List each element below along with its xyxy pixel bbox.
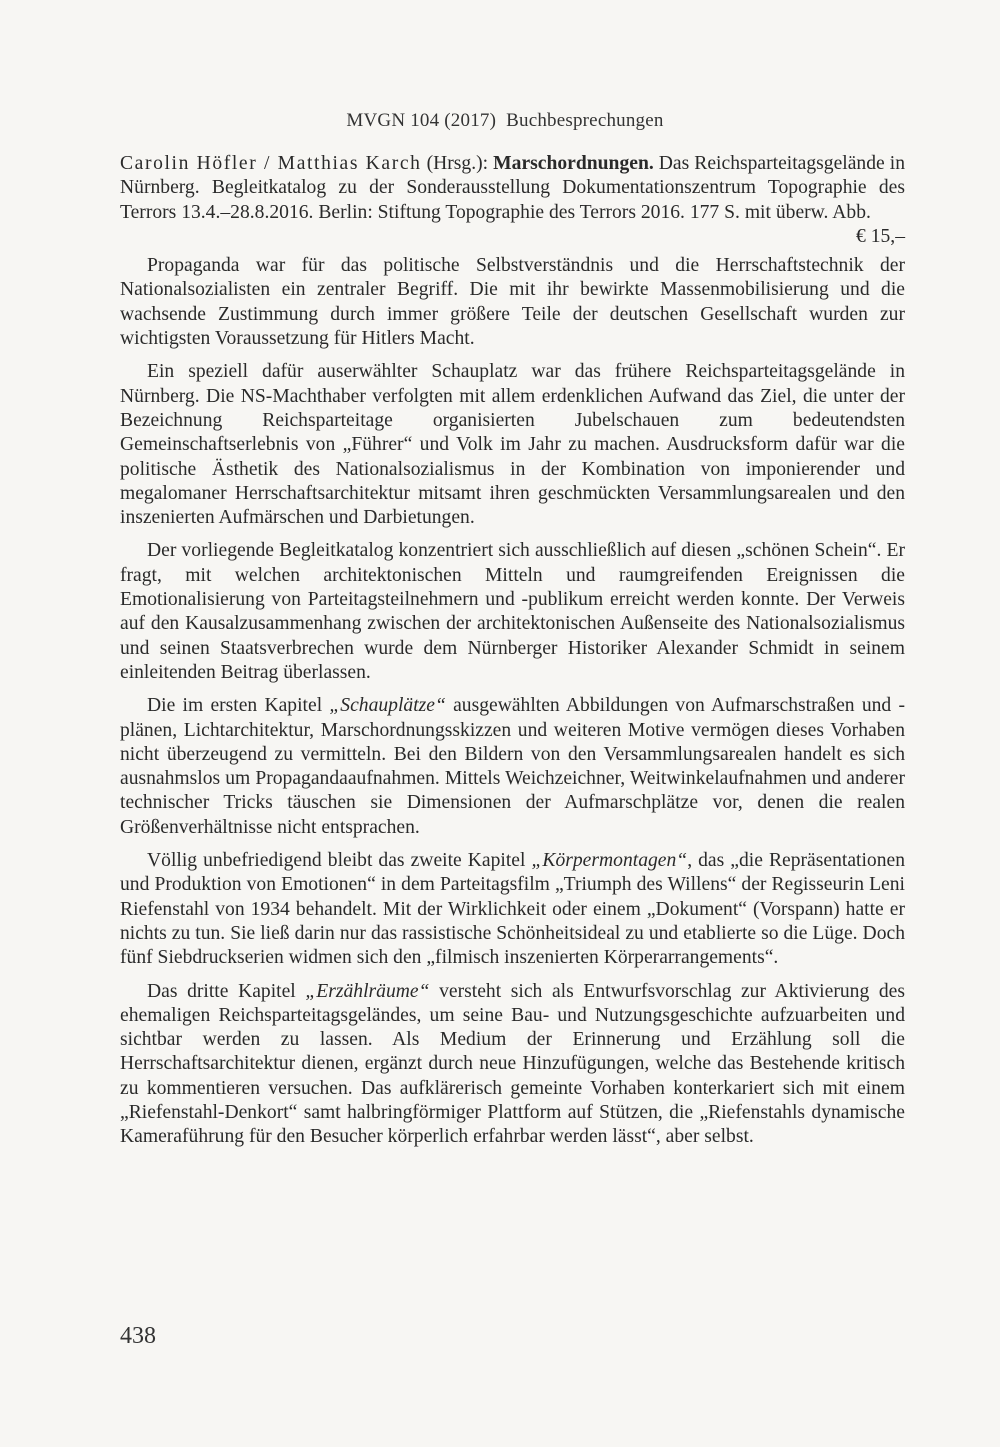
citation-editor-suffix: (Hrsg.):: [426, 153, 489, 174]
chapter-title-koerpermontagen: „Körpermontagen“: [531, 850, 688, 872]
paragraph-6: [120, 980, 905, 1150]
paragraph-1: Propaganda war für das politische Selbstverständnis und die Herrschaftstechnik der Nationalsozialisten ein zentraler Begriff. Die mit ihr bewirkte Massenmobilisierung und die wachsende Zustimmung durch immer größere Teile der deutschen Gesellschaft wurden zur wichtigsten Voraussetzung für Hitlers Macht.: [120, 255, 905, 350]
chapter-title-schauplaetze: „Schauplätze“: [329, 695, 446, 717]
citation-title: Marschordnungen.: [493, 153, 654, 174]
journal-reference: MVGN 104 (2017): [346, 110, 497, 131]
paragraph-6-rest: versteht sich als Entwurfsvorschlag zur Aktivierung des ehemaligen Reichsparteitagsgeländes, um seine Bau- und Nutzungsgeschichte aufzuarbeiten und sichtbar werden zu lassen. Als Medium der Erinnerung und Erzählung soll die Herrschaftsarchitektur dienen, ergänzt durch neue Hinzufügungen, welche das Bestehende kritisch zu kommentieren versuchen. Das aufklärerisch gemeinte Vorhaben konterkariert sich mit einem „Riefenstahl-Denkort“ samt halbringförmiger Plattform auf Stützen, die „Riefenstahls dynamische Kameraführung für den Besucher körperlich erfahrbar werden lässt“, aber selbst.: [120, 980, 905, 1148]
paragraph-4: [120, 694, 905, 840]
paragraph-4-rest: ausgewählten Abbildungen von Aufmarschstraßen und -plänen, Lichtarchitektur, Marschordnungsskizzen und weiteren Motive vermögen dieses Vorhaben nicht überzeugend zu vermitteln. Bei den Bildern von den Versammlungsarealen handelt es sich ausnahmslos um Propagandaaufnahmen. Mittels Weichzeichner, Weitwinkelaufnahmen und anderer technischer Tricks täuschen sie Dimensionen der Aufmarschplätze vor, denen die realen Größenverhältnisse nicht entsprachen.: [120, 695, 905, 838]
citation-authors: Carolin Höfler / Matthias Karch: [120, 153, 422, 174]
paragraph-3: Der vorliegende Begleitkatalog konzentriert sich ausschließlich auf diesen „schönen Schein“. Er fragt, mit welchen architektonischen Mitteln und raumgreifenden Ereignissen die Emotionalisierung von Parteitagsteilnehmern und -publikum erreicht werden konnte. Der Verweis auf den Kausalzusammenhang zwischen der architektonischen Außenseite des Nationalsozialismus und seinen Staatsverbrechen wurde dem Nürnberger Historiker Alexander Schmidt in seinem einleitenden Beitrag überlassen.: [120, 540, 905, 683]
book-citation: [120, 152, 905, 249]
review-body: [120, 152, 905, 1159]
citation-price: € 15,–: [856, 225, 905, 247]
running-head: [120, 110, 890, 132]
section-title: Buchbesprechungen: [506, 110, 664, 131]
paragraph-2: Ein speziell dafür auserwählter Schauplatz war das frühere Reichsparteitagsgelände in Nürnberg. Die NS-Machthaber verfolgten mit allem erdenklichen Aufwand das Ziel, die unter der Bezeichnung Reichsparteitage organisierten Jubelschauen zum bedeutendsten Gemeinschaftserlebnis von „Führer“ und Volk im Jahr zu machen. Ausdrucksform dafür war die politische Ästhetik des Nationalsozialismus in der Kombination von imponierender und megalomaner Herrschaftsarchitektur mitsamt ihren geschmückten Versammlungsarealen und den inszenierten Aufmärschen und Darbietungen.: [120, 361, 905, 529]
paragraph-5: [120, 849, 905, 970]
paragraph-4-lead: Die im ersten Kapitel: [147, 695, 330, 717]
paragraph-5-rest: , das „die Repräsentationen und Produktion von Emotionen“ in dem Parteitagsfilm „Triumph des Willens“ der Regisseurin Leni Riefenstahl von 1934 behandelt. Mit der Wirklichkeit oder einem „Dokument“ (Vorspann) hatte er nichts zu tun. Sie ließ darin nur das rassistische Schönheitsideal zu und etablierte so die Lüge. Doch fünf Siebdruckserien widmen sich den „filmisch inszenierten Körperarrangements“.: [120, 850, 905, 969]
chapter-title-erzaehlraeume: „Erzählräume“: [305, 980, 430, 1002]
citation-details: Das Reichsparteitagsgelände in Nürnberg. Begleitkatalog zu der Sonderausstellung Dokumentationszentrum Topographie des Terrors 13.4.–28.8.2016. Berlin: Stiftung Topographie des Terrors 2016. 177 S. mit überw. Abb.: [120, 153, 905, 223]
paragraph-6-lead: Das dritte Kapitel: [147, 980, 306, 1002]
page-number: 438: [120, 1323, 156, 1349]
paragraph-5-lead: Völlig unbefriedigend bleibt das zweite Kapitel: [147, 850, 532, 872]
